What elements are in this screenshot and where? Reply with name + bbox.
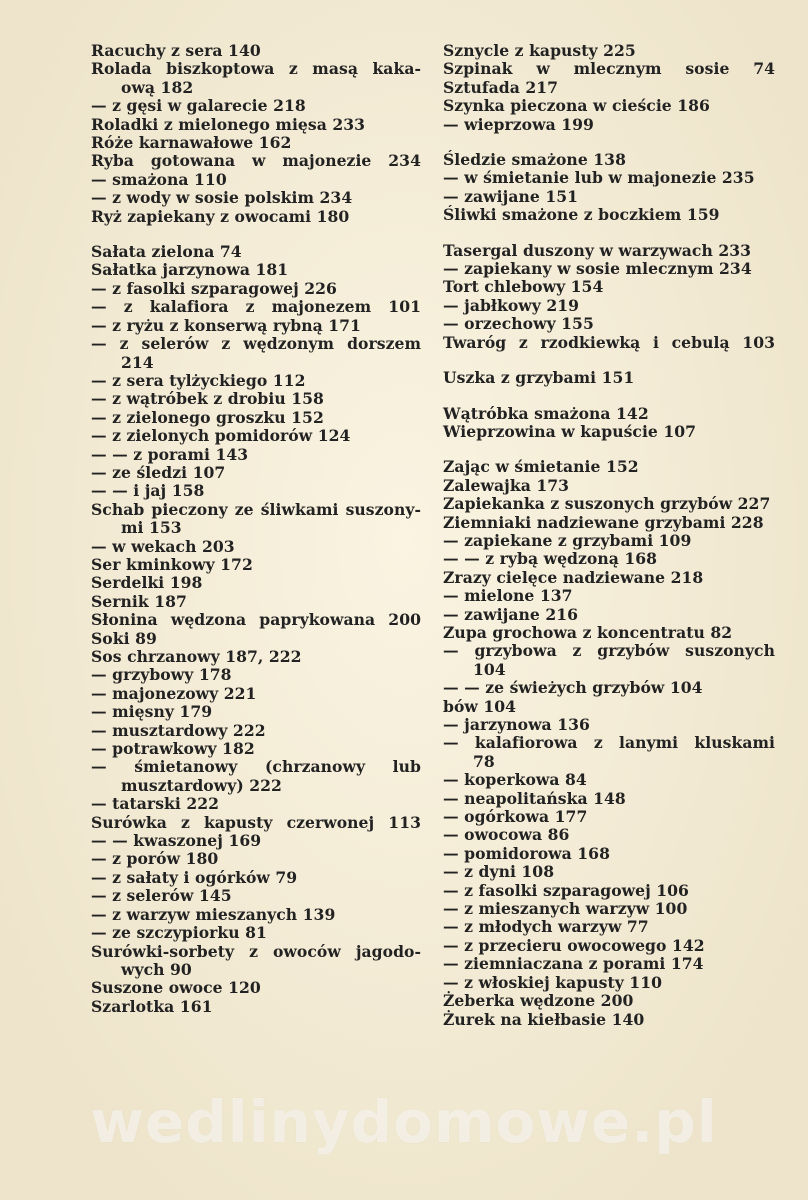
index-entry: — z selerów z wędzonym dorszem (91, 334, 421, 354)
index-entry: — smażona 110 (91, 169, 227, 189)
index-entry: Żurek na kiełbasie 140 (443, 1009, 645, 1029)
index-entry: Uszka z grzybami 151 (443, 368, 635, 388)
index-entry: — orzechowy 155 (443, 314, 594, 334)
index-entry: Surówka z kapusty czerwonej 113 (91, 812, 421, 832)
index-entry: — ogórkowa 177 (443, 807, 588, 827)
index-entry: musztardowy) 222 (121, 775, 282, 795)
index-entry: — z dyni 108 (443, 862, 555, 882)
index-entry: — zapiekane z grzybami 109 (443, 530, 692, 550)
index-entry: Sztufada 217 (443, 77, 559, 97)
index-column-left (91, 42, 421, 1016)
index-entry: 104 (473, 659, 506, 679)
index-entry: — zawijane 216 (443, 604, 579, 624)
index-entry: — z zielonego groszku 152 (91, 407, 324, 427)
index-entry: — z warzyw mieszanych 139 (91, 904, 336, 924)
index-entry: Ser kminkowy 172 (91, 554, 253, 574)
index-entry: — musztardowy 222 (91, 720, 266, 740)
index-entry: Szarlotka 161 (91, 996, 213, 1016)
index-entry: — śmietanowy (chrzanowy lub (91, 757, 421, 777)
index-entry: Serdelki 198 (91, 573, 203, 593)
index-entry: — — z rybą wędzoną 168 (443, 549, 658, 569)
index-entry: Sałatka jarzynowa 181 (91, 260, 289, 280)
index-entry: 78 (473, 751, 495, 771)
index-entry: Tort chlebowy 154 (443, 277, 604, 297)
index-entry: Śledzie smażone 138 (443, 150, 626, 170)
section-gap (443, 441, 775, 458)
index-entry: — potrawkowy 182 (91, 739, 255, 759)
index-entry: — z wątróbek z drobiu 158 (91, 389, 324, 409)
index-entry: — tatarski 222 (91, 794, 220, 814)
index-entry: — z wody w sosie polskim 234 (91, 188, 353, 208)
index-entry: Ziemniaki nadziewane grzybami 228 (443, 512, 764, 532)
section-gap (91, 226, 421, 243)
index-entry: Soki 89 (91, 628, 157, 648)
index-entry: — z przecieru owocowego 142 (443, 935, 705, 955)
index-entry: Suszone owoce 120 (91, 978, 261, 998)
index-entry: wych 90 (121, 959, 192, 979)
index-entry: — — i jaj 158 (91, 481, 205, 501)
index-entry: Ryba gotowana w majonezie 234 (91, 151, 421, 171)
index-entry: — z włoskiej kapusty 110 (443, 972, 663, 992)
index-entry: Ryż zapiekany z owocami 180 (91, 206, 350, 226)
index-entry: — owocowa 86 (443, 825, 570, 845)
index-entry: Zając w śmietanie 152 (443, 457, 639, 477)
index-entry: — w śmietanie lub w majonezie 235 (443, 168, 755, 188)
index-entry: Sos chrzanowy 187, 222 (91, 647, 302, 666)
index-entry: Zrazy cielęce nadziewane 218 (443, 567, 704, 587)
index-entry: — — kwaszonej 169 (91, 831, 262, 851)
index-entry: Zapiekanka z suszonych grzybów 227 (443, 494, 771, 514)
index-entry: — mielone 137 (443, 586, 573, 606)
index-entry: Wątróbka smażona 142 (443, 403, 649, 423)
index-entry: Sałata zielona 74 (91, 242, 242, 262)
index-entry: — z mieszanych warzyw 100 (443, 899, 688, 919)
section-gap (443, 134, 775, 151)
section-gap (443, 352, 775, 369)
index-entry: — grzybowa z grzybów suszonych (443, 641, 775, 661)
index-entry: — z młodych warzyw 77 (443, 917, 649, 937)
index-entry: Róże karnawałowe 162 (91, 133, 292, 153)
index-entry: — z porów 180 (91, 849, 219, 869)
index-entry: — majonezowy 221 (91, 683, 257, 703)
index-entry: — jabłkowy 219 (443, 295, 580, 315)
watermark: wedlinydomowe.pl (90, 1088, 718, 1156)
index-entry: — jarzynowa 136 (443, 715, 590, 734)
index-entry: — z kalafiora z majonezem 101 (91, 297, 421, 317)
index-entry: Tasergal duszony w warzywach 233 (443, 240, 752, 260)
index-entry: — zapiekany w sosie mlecznym 234 (443, 259, 752, 279)
index-entry: bów 104 (443, 696, 517, 716)
index-entry: Szynka pieczona w cieście 186 (443, 96, 710, 116)
index-entry: 214 (121, 352, 154, 372)
index-entry: — z sałaty i ogórków 79 (91, 867, 298, 887)
index-column-right (443, 42, 775, 1029)
index-entry: Słonina wędzona paprykowana 200 (91, 610, 421, 630)
section-gap (443, 388, 775, 405)
index-entry: — wieprzowa 199 (443, 114, 594, 134)
index-entry: mi 153 (121, 518, 182, 538)
index-entry: — zawijane 151 (443, 186, 579, 206)
index-entry: Twaróg z rzodkiewką i cebulą 103 (443, 332, 775, 352)
index-entry: Zalewajka 173 (443, 475, 570, 495)
index-entry: Żeberka wędzone 200 (443, 991, 634, 1011)
index-entry: ową 182 (121, 77, 194, 97)
index-entry: Śliwki smażone z boczkiem 159 (443, 205, 720, 225)
index-entry: — ze szczypiorku 81 (91, 923, 267, 943)
index-entry: — ze śledzi 107 (91, 462, 226, 482)
index-entry: — — ze świeżych grzybów 104 (443, 678, 703, 698)
index-entry: — z fasolki szparagowej 226 (91, 278, 337, 298)
index-entry: — z gęsi w galarecie 218 (91, 96, 306, 116)
index-entry: — grzybowy 178 (91, 665, 232, 685)
index-entry: Racuchy z sera 140 (91, 41, 261, 60)
index-entry: Schab pieczony ze śliwkami suszony- (91, 499, 421, 519)
index-entry: — z selerów 145 (91, 886, 232, 906)
index-entry: Zupa grochowa z koncentratu 82 (443, 622, 733, 642)
section-gap (443, 225, 775, 242)
index-entry: — — z porami 143 (91, 444, 249, 464)
index-entry: — w wekach 203 (91, 536, 235, 556)
index-entry: — pomidorowa 168 (443, 843, 610, 863)
index-entry: — ziemniaczana z porami 174 (443, 954, 704, 974)
index-entry: — kalafiorowa z lanymi kluskami (443, 733, 775, 753)
index-entry: Sznycle z kapusty 225 (443, 41, 636, 60)
index-entry: — z ryżu z konserwą rybną 171 (91, 315, 361, 335)
index-entry: — koperkowa 84 (443, 770, 587, 790)
index-entry: Rolada biszkoptowa z masą kaka- (91, 59, 421, 79)
index-entry: Surówki-sorbety z owoców jagodo- (91, 941, 421, 961)
index-entry: — neapolitańska 148 (443, 788, 626, 808)
index-entry: Sernik 187 (91, 591, 187, 611)
index-entry: Szpinak w mlecznym sosie 74 (443, 59, 775, 79)
index-entry: — z sera tylżyckiego 112 (91, 370, 306, 390)
index-entry: — z fasolki szparagowej 106 (443, 880, 689, 900)
index-entry: — z zielonych pomidorów 124 (91, 426, 351, 446)
index-entry: — mięsny 179 (91, 702, 213, 722)
index-entry: Roladki z mielonego mięsa 233 (91, 114, 366, 134)
index-entry: Wieprzowina w kapuście 107 (443, 421, 697, 441)
